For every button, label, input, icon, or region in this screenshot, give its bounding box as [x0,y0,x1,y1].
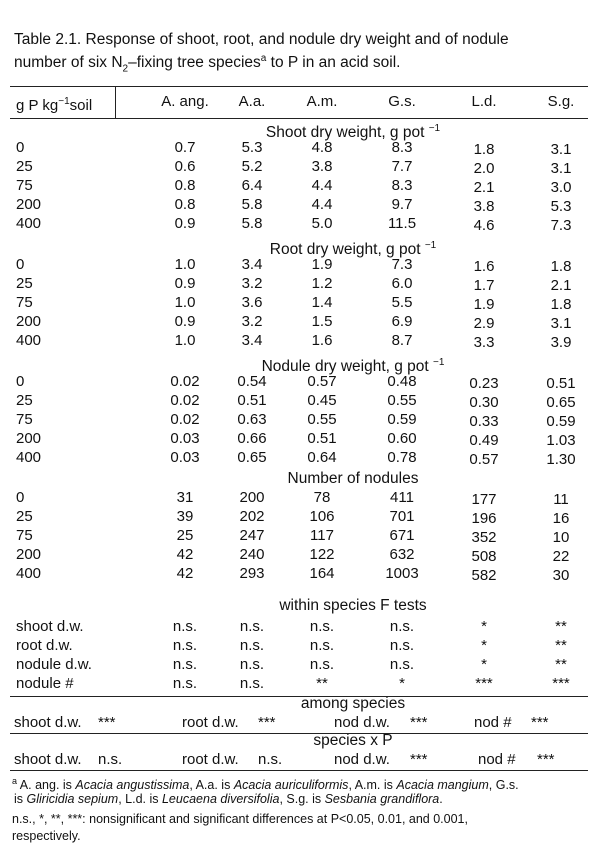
species-name: Leucaena diversifolia [161,792,280,806]
table-cell: 3.2 [241,313,263,330]
ftest-cell: n.s. [309,656,335,673]
table-cell: 8.3 [391,177,413,194]
table-cell: 0.59 [387,411,417,428]
table-cell: 0.65 [237,449,267,466]
table-cell: 1.6 [473,258,495,275]
footnote-mark: a [12,776,18,786]
table-cell: 11 [553,491,569,508]
table-cell: 1.03 [546,432,576,449]
table-cell: 0.51 [307,430,337,447]
section-title-superscript: −1 [433,357,445,368]
interaction-label: nod d.w. [334,751,390,768]
section-title-text: Shoot dry weight, g pot [265,124,425,142]
among-value: *** [531,714,549,731]
table-cell: 0.8 [174,177,196,194]
table-cell: 701 [389,508,415,525]
caption-subscript: 2 [122,63,129,75]
column-header: A. ang. [161,93,209,110]
footnote-text: A. ang. is [17,778,76,793]
table-cell: 1.7 [473,277,495,294]
ftest-cell: n.s. [172,618,198,635]
ftest-cell: n.s. [172,675,198,692]
table-cell: 39 [176,508,194,525]
table-cell: 3.0 [550,179,572,196]
ftest-cell: n.s. [172,656,198,673]
table-cell: 106 [309,508,335,525]
table-cell: 6.0 [391,275,413,292]
table-cell: 7.3 [391,256,413,273]
table-cell: 5.8 [241,215,263,232]
ftest-cell: n.s. [389,637,415,654]
table-cell: 3.8 [473,198,495,215]
rule-among-top [10,696,588,697]
section-title-text: Number of nodules [287,470,419,487]
row-label-p-rate: 400 [16,449,42,466]
ftest-cell: * [481,618,487,635]
ftest-cell: *** [475,675,493,692]
table-cell: 10 [552,529,570,546]
table-cell: 2.1 [473,179,495,196]
among-label: root d.w. [182,714,239,731]
row-label-p-rate: 0 [16,489,25,506]
interaction-value: n.s. [98,751,123,768]
caption-text: –fixing tree species [128,54,261,72]
table-cell: 3.1 [550,141,572,158]
table-cell: 0.54 [237,373,267,390]
table-cell: 2.9 [473,315,495,332]
row-label-p-rate: 200 [16,313,42,330]
table-cell: 164 [309,565,335,582]
section-title-text: Root dry weight, g pot [269,241,421,259]
table-cell: 3.1 [550,315,572,332]
ftest-row-label: shoot d.w. [16,618,84,635]
row-label-p-rate: 400 [16,215,42,232]
column-header: A.a. [238,93,266,110]
table-cell: 11.5 [387,215,417,232]
row-label-p-rate: 25 [16,508,33,525]
row-label-header [16,93,92,115]
table-cell: 247 [239,527,265,544]
footnote-text: , A.m. is [348,778,397,793]
ftest-cell: ** [316,675,328,692]
table-cell: 4.4 [311,196,333,213]
table-cell: 25 [176,527,194,544]
table-cell: 2.1 [550,277,572,294]
table-cell: 0.02 [170,373,200,390]
table-cell: 1.0 [174,256,196,273]
interaction-value: n.s. [258,751,283,768]
table-cell: 671 [389,527,415,544]
table-cell: 3.2 [241,275,263,292]
table-cell: 1.9 [311,256,333,273]
interaction-value: *** [410,751,428,768]
table-cell: 6.4 [241,177,263,194]
header-text: soil [69,97,93,114]
rule-top [10,86,588,87]
table-cell: 5.5 [391,294,413,311]
row-label-p-rate: 25 [16,158,33,175]
table-cell: 4.6 [473,217,495,234]
ftest-cell: n.s. [239,675,265,692]
ftest-row-label: nodule # [16,675,74,692]
section-title-superscript: −1 [424,240,437,251]
table-cell: 0.33 [469,413,499,430]
table-cell: 0.64 [307,449,337,466]
ftest-cell: n.s. [172,637,198,654]
table-cell: 0.02 [170,392,200,409]
table-cell: 0.03 [170,430,200,447]
among-label: shoot d.w. [14,714,82,731]
table-cell: 0.9 [174,313,196,330]
table-cell: 0.66 [237,430,267,447]
table-cell: 0.51 [237,392,267,409]
table-cell: 3.3 [473,334,495,351]
species-name: Gliricidia sepium [26,792,119,806]
table-cell: 5.3 [241,139,263,156]
footnote-text: is [14,792,27,806]
table-cell: 3.9 [550,334,572,351]
among-value: *** [98,714,116,731]
ftest-cell: n.s. [309,637,335,654]
table-caption [14,30,594,78]
table-cell: 117 [310,527,334,544]
header-superscript: −1 [58,96,70,107]
table-cell: 42 [176,565,194,582]
table-cell: 6.9 [391,313,413,330]
row-label-p-rate: 75 [16,294,33,311]
table-cell: 7.3 [550,217,572,234]
table-cell: 0.57 [307,373,337,390]
table-cell: 0.49 [469,432,499,449]
table-cell: 9.7 [391,196,413,213]
species-name: Acacia auriculiformis [233,778,349,793]
table-cell: 200 [239,489,265,506]
table-cell: 1.2 [311,275,333,292]
row-label-p-rate: 75 [16,411,33,428]
species-name: Sesbania grandiflora [324,792,440,806]
table-cell: 352 [471,529,497,546]
table-cell: 0.23 [469,375,499,392]
table-cell: 202 [239,508,265,525]
table-cell: 8.7 [391,332,413,349]
table-cell: 0.9 [174,215,196,232]
interaction-value: *** [537,751,555,768]
interaction-label: root d.w. [182,751,239,768]
column-header: S.g. [547,93,575,110]
table-cell: 4.8 [311,139,333,156]
table-cell: 7.7 [391,158,413,175]
section-title [118,470,588,488]
table-cell: 0.57 [469,451,499,468]
table-cell: 0.48 [387,373,417,390]
ftest-cell: n.s. [309,618,335,635]
footnote-text: . [439,792,443,806]
table-cell: 3.6 [241,294,263,311]
caption-line-2 [14,49,594,78]
footnote-significance: n.s., *, **, ***: nonsignificant and significant differences at P<0.05, 0.01, and 0.001, [12,812,468,826]
table-cell: 122 [309,546,335,563]
among-label: nod d.w. [334,714,390,731]
table-cell: 0.9 [174,275,196,292]
header-divider [115,86,116,118]
footnote-text: , G.s. [488,778,519,793]
row-label-p-rate: 200 [16,546,42,563]
row-label-p-rate: 400 [16,332,42,349]
section-title-text: Nodule dry weight, g pot [261,358,429,376]
table-cell: 5.2 [241,158,263,175]
table-cell: 508 [471,548,497,565]
table-cell: 411 [390,489,414,506]
row-label-p-rate: 200 [16,196,42,213]
table-cell: 1.0 [174,332,196,349]
row-label-p-rate: 200 [16,430,42,447]
table-cell: 0.45 [307,392,337,409]
table-cell: 0.03 [170,449,200,466]
ftest-cell: n.s. [239,618,265,635]
ftest-row-label: root d.w. [16,637,73,654]
table-cell: 293 [239,565,265,582]
table-cell: 632 [389,546,415,563]
ftest-cell: n.s. [239,637,265,654]
ftest-cell: * [481,656,487,673]
table-cell: 42 [176,546,194,563]
table-cell: 0.6 [174,158,196,175]
table-cell: 1.6 [311,332,333,349]
footnote-significance-cont: respectively. [12,829,81,843]
row-label-p-rate: 400 [16,565,42,582]
table-cell: 0.8 [174,196,196,213]
table-cell: 0.63 [237,411,267,428]
table-cell: 582 [471,567,497,584]
table-cell: 1.8 [550,296,572,313]
among-value: *** [410,714,428,731]
table-cell: 0.51 [546,375,576,392]
footnote-text: , L.d. is [118,792,162,806]
rule-interaction-top [10,733,588,734]
among-value: *** [258,714,276,731]
table-cell: 196 [471,510,497,527]
species-name: Acacia angustissima [75,778,190,793]
ftest-cell: n.s. [389,618,415,635]
footnote-line-2 [14,791,443,807]
table-cell: 1.0 [174,294,196,311]
row-label-p-rate: 0 [16,139,25,156]
table-cell: 31 [176,489,194,506]
table-cell: 1.4 [311,294,333,311]
table-cell: 16 [552,510,570,527]
row-label-p-rate: 75 [16,527,33,544]
table-cell: 3.1 [550,160,572,177]
ftest-cell: *** [552,675,570,692]
table-cell: 0.65 [546,394,576,411]
interaction-label: nod # [478,751,516,768]
table-cell: 1003 [385,565,419,582]
column-header: L.d. [471,93,497,110]
row-label-p-rate: 25 [16,392,33,409]
table-cell: 0.55 [307,411,337,428]
table-cell: 22 [552,548,570,565]
table-cell: 177 [471,491,497,508]
caption-text: number of six N [14,54,123,72]
table-cell: 1.8 [473,141,495,158]
table-cell: 8.3 [391,139,413,156]
rule-header-bottom [10,118,588,119]
table-cell: 0.02 [170,411,200,428]
section-title-superscript: −1 [428,123,441,134]
header-text: g P kg [16,97,59,114]
table-cell: 0.7 [174,139,196,156]
ftest-row-label: nodule d.w. [16,656,92,673]
table-cell: 1.9 [473,296,495,313]
among-label: nod # [474,714,512,731]
table-cell: 30 [552,567,570,584]
table-cell: 240 [239,546,265,563]
row-label-p-rate: 0 [16,256,25,273]
row-label-p-rate: 75 [16,177,33,194]
column-header: G.s. [388,93,416,110]
ftest-cell: ** [555,637,567,654]
caption-footnote-mark: a [260,53,267,64]
ftest-cell: * [399,675,405,692]
table-cell: 3.8 [311,158,333,175]
ftest-cell: ** [555,656,567,673]
table-cell: 3.4 [241,256,263,273]
table-cell: 1.5 [311,313,333,330]
footnote-text: , S.g. is [279,792,325,806]
table-cell: 5.0 [311,215,333,232]
table-cell: 4.4 [311,177,333,194]
ftest-cell: n.s. [239,656,265,673]
among-title: among species [300,695,406,712]
ftests-title: within species F tests [279,597,427,614]
table-cell: 5.3 [550,198,572,215]
column-header: A.m. [306,93,338,110]
table-cell: 1.30 [546,451,576,468]
ftest-cell: * [481,637,487,654]
table-cell: 0.55 [387,392,417,409]
ftest-cell: n.s. [389,656,415,673]
interaction-title: species x P [313,732,393,749]
table-cell: 78 [313,489,331,506]
table-cell: 0.59 [546,413,576,430]
species-name: Acacia mangium [396,778,489,793]
table-cell: 3.4 [241,332,263,349]
row-label-p-rate: 25 [16,275,33,292]
table-cell: 2.0 [473,160,495,177]
ftest-cell: ** [555,618,567,635]
footnote-text: , A.a. is [189,778,234,793]
interaction-label: shoot d.w. [14,751,82,768]
rule-bottom [10,770,588,771]
table-cell: 0.30 [469,394,499,411]
table-cell: 0.78 [387,449,417,466]
table-cell: 5.8 [241,196,263,213]
caption-text: to P in an acid soil. [266,54,401,72]
table-cell: 0.60 [387,430,417,447]
table-cell: 1.8 [550,258,572,275]
row-label-p-rate: 0 [16,373,25,390]
caption-line-1: Table 2.1. Response of shoot, root, and nodule dry weight and of nodule [14,31,509,48]
